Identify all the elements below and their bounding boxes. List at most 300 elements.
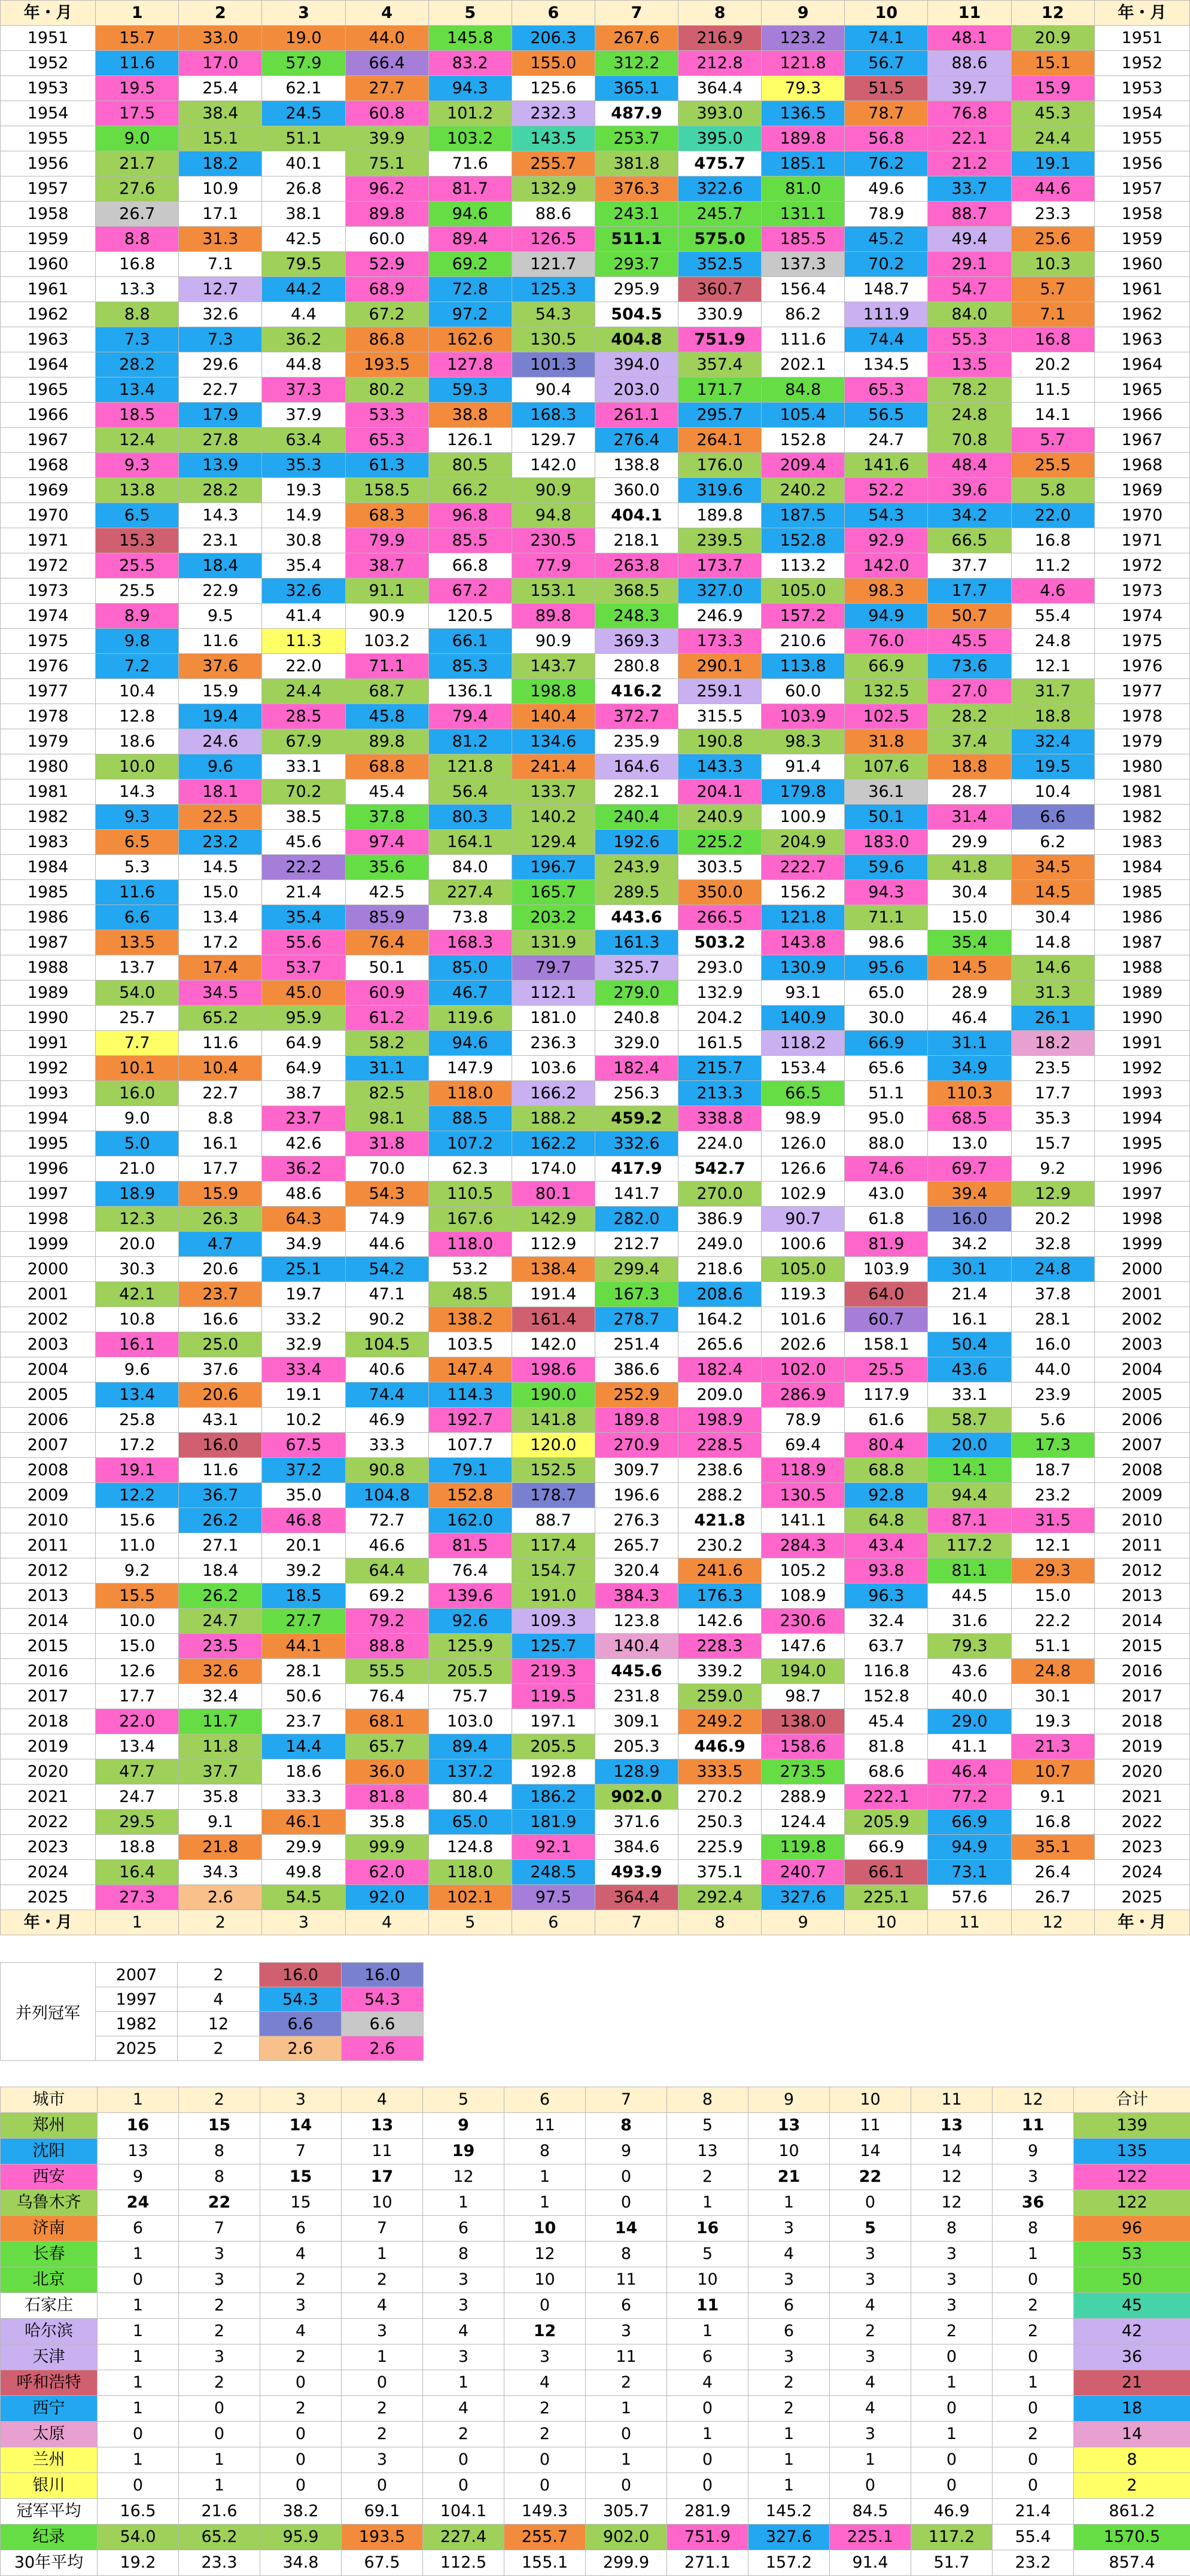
- value-cell[interactable]: 29.0: [928, 1709, 1011, 1734]
- value-cell[interactable]: 14.1: [928, 1458, 1011, 1483]
- summary-value[interactable]: 225.1: [830, 2525, 911, 2550]
- city-count[interactable]: 9: [993, 2139, 1074, 2164]
- value-cell[interactable]: 21.0: [96, 1156, 179, 1182]
- city-count[interactable]: 5: [830, 2216, 911, 2242]
- value-cell[interactable]: 5.7: [1011, 277, 1094, 302]
- summary-value[interactable]: 55.4: [993, 2525, 1074, 2550]
- value-cell[interactable]: 17.3: [1011, 1433, 1094, 1458]
- value-cell[interactable]: 29.9: [262, 1835, 345, 1860]
- value-cell[interactable]: 27.8: [179, 428, 262, 453]
- tie-year[interactable]: 2025: [96, 2036, 178, 2061]
- city-count[interactable]: 6: [98, 2216, 179, 2242]
- year-cell[interactable]: 2021: [1094, 1785, 1189, 1810]
- city-column-header[interactable]: 12: [993, 2087, 1074, 2113]
- value-cell[interactable]: 18.7: [1011, 1458, 1094, 1483]
- year-cell[interactable]: 2009: [1, 1483, 96, 1508]
- value-cell[interactable]: 167.3: [595, 1282, 678, 1307]
- value-cell[interactable]: 303.5: [678, 855, 762, 880]
- value-cell[interactable]: 5.8: [1011, 478, 1094, 503]
- city-count[interactable]: 0: [260, 2473, 342, 2499]
- value-cell[interactable]: 39.6: [928, 478, 1011, 503]
- value-cell[interactable]: 240.2: [762, 478, 845, 503]
- value-cell[interactable]: 78.7: [845, 101, 928, 126]
- value-cell[interactable]: 103.9: [845, 1257, 928, 1282]
- value-cell[interactable]: 102.0: [762, 1357, 845, 1383]
- year-cell[interactable]: 1993: [1, 1081, 96, 1106]
- value-cell[interactable]: 542.7: [678, 1156, 762, 1182]
- value-cell[interactable]: 61.6: [845, 1408, 928, 1433]
- value-cell[interactable]: 51.1: [1011, 1634, 1094, 1659]
- value-cell[interactable]: 80.1: [512, 1182, 595, 1207]
- value-cell[interactable]: 28.2: [179, 478, 262, 503]
- city-count[interactable]: 3: [748, 2344, 830, 2370]
- value-cell[interactable]: 206.3: [512, 26, 595, 51]
- city-count[interactable]: 2: [504, 2422, 586, 2447]
- value-cell[interactable]: 92.9: [845, 528, 928, 553]
- value-cell[interactable]: 105.0: [762, 1257, 845, 1282]
- value-cell[interactable]: 45.0: [262, 981, 345, 1006]
- value-cell[interactable]: 162.6: [428, 327, 512, 352]
- value-cell[interactable]: 54.3: [512, 302, 595, 327]
- city-count[interactable]: 1: [748, 2190, 830, 2216]
- value-cell[interactable]: 18.5: [262, 1584, 345, 1609]
- value-cell[interactable]: 102.9: [762, 1182, 845, 1207]
- value-cell[interactable]: 134.5: [845, 352, 928, 377]
- city-total[interactable]: 21: [1074, 2370, 1190, 2396]
- tie-value[interactable]: 6.6: [260, 2012, 342, 2036]
- value-cell[interactable]: 276.3: [595, 1508, 678, 1533]
- city-count[interactable]: 8: [586, 2242, 667, 2267]
- value-cell[interactable]: 54.5: [262, 1885, 345, 1910]
- value-cell[interactable]: 13.7: [96, 955, 179, 981]
- value-cell[interactable]: 189.8: [595, 1408, 678, 1433]
- city-count[interactable]: 5: [667, 2113, 748, 2139]
- city-column-header[interactable]: 城市: [1, 2087, 98, 2113]
- value-cell[interactable]: 246.9: [678, 604, 762, 629]
- value-cell[interactable]: 286.9: [762, 1383, 845, 1408]
- value-cell[interactable]: 6.5: [96, 503, 179, 528]
- value-cell[interactable]: 18.6: [96, 729, 179, 754]
- city-count[interactable]: 16: [98, 2113, 179, 2139]
- summary-value[interactable]: 67.5: [342, 2550, 423, 2576]
- city-count[interactable]: 10: [342, 2190, 423, 2216]
- value-cell[interactable]: 36.1: [845, 780, 928, 805]
- value-cell[interactable]: 33.1: [928, 1383, 1011, 1408]
- summary-value[interactable]: 54.0: [98, 2525, 179, 2550]
- value-cell[interactable]: 64.8: [845, 1508, 928, 1533]
- year-cell[interactable]: 2021: [1, 1785, 96, 1810]
- year-cell[interactable]: 1986: [1, 905, 96, 930]
- value-cell[interactable]: 475.7: [678, 151, 762, 176]
- city-count[interactable]: 9: [586, 2139, 667, 2164]
- value-cell[interactable]: 395.0: [678, 126, 762, 151]
- value-cell[interactable]: 84.8: [762, 377, 845, 403]
- value-cell[interactable]: 19.1: [96, 1458, 179, 1483]
- value-cell[interactable]: 88.6: [928, 51, 1011, 76]
- value-cell[interactable]: 327.0: [678, 578, 762, 604]
- month-header[interactable]: 3: [262, 1, 345, 26]
- year-cell[interactable]: 2024: [1094, 1860, 1189, 1885]
- city-total[interactable]: 45: [1074, 2293, 1190, 2319]
- value-cell[interactable]: 18.8: [1011, 704, 1094, 729]
- value-cell[interactable]: 16.1: [96, 1332, 179, 1357]
- year-cell[interactable]: 1968: [1, 453, 96, 478]
- value-cell[interactable]: 10.7: [1011, 1759, 1094, 1785]
- value-cell[interactable]: 55.6: [262, 930, 345, 955]
- value-cell[interactable]: 15.0: [96, 1634, 179, 1659]
- value-cell[interactable]: 9.0: [96, 1106, 179, 1131]
- value-cell[interactable]: 33.3: [262, 1785, 345, 1810]
- value-cell[interactable]: 94.9: [845, 604, 928, 629]
- value-cell[interactable]: 16.0: [928, 1207, 1011, 1232]
- summary-value[interactable]: 91.4: [830, 2550, 911, 2576]
- value-cell[interactable]: 98.9: [762, 1106, 845, 1131]
- summary-value[interactable]: 65.2: [179, 2525, 260, 2550]
- city-count[interactable]: 0: [911, 2396, 993, 2422]
- value-cell[interactable]: 16.8: [1011, 1810, 1094, 1835]
- city-count[interactable]: 3: [993, 2164, 1074, 2190]
- year-cell[interactable]: 1971: [1094, 528, 1189, 553]
- value-cell[interactable]: 35.4: [928, 930, 1011, 955]
- year-cell[interactable]: 1989: [1, 981, 96, 1006]
- value-cell[interactable]: 126.5: [512, 227, 595, 252]
- year-cell[interactable]: 1987: [1094, 930, 1189, 955]
- value-cell[interactable]: 94.6: [428, 1031, 512, 1056]
- value-cell[interactable]: 49.8: [262, 1860, 345, 1885]
- value-cell[interactable]: 10.3: [1011, 252, 1094, 277]
- year-cell[interactable]: 1969: [1094, 478, 1189, 503]
- value-cell[interactable]: 168.3: [512, 403, 595, 428]
- year-cell[interactable]: 2016: [1094, 1659, 1189, 1684]
- month-header[interactable]: 12: [1011, 1910, 1094, 1935]
- value-cell[interactable]: 68.8: [845, 1458, 928, 1483]
- value-cell[interactable]: 29.9: [928, 830, 1011, 855]
- value-cell[interactable]: 40.1: [262, 151, 345, 176]
- value-cell[interactable]: 76.2: [845, 151, 928, 176]
- value-cell[interactable]: 56.8: [845, 126, 928, 151]
- value-cell[interactable]: 10.0: [96, 754, 179, 780]
- year-cell[interactable]: 2015: [1, 1634, 96, 1659]
- city-count[interactable]: 3: [911, 2242, 993, 2267]
- value-cell[interactable]: 88.7: [512, 1508, 595, 1533]
- value-cell[interactable]: 99.9: [345, 1835, 428, 1860]
- value-cell[interactable]: 87.1: [928, 1508, 1011, 1533]
- city-count[interactable]: 4: [260, 2319, 342, 2344]
- value-cell[interactable]: 81.8: [845, 1734, 928, 1759]
- value-cell[interactable]: 9.8: [96, 629, 179, 654]
- year-cell[interactable]: 1992: [1, 1056, 96, 1081]
- value-cell[interactable]: 85.3: [428, 654, 512, 679]
- value-cell[interactable]: 71.1: [845, 905, 928, 930]
- value-cell[interactable]: 118.2: [762, 1031, 845, 1056]
- value-cell[interactable]: 42.6: [262, 1131, 345, 1156]
- value-cell[interactable]: 30.1: [1011, 1684, 1094, 1709]
- value-cell[interactable]: 138.2: [428, 1307, 512, 1332]
- city-count[interactable]: 2: [260, 2344, 342, 2370]
- value-cell[interactable]: 60.9: [345, 981, 428, 1006]
- value-cell[interactable]: 371.6: [595, 1810, 678, 1835]
- value-cell[interactable]: 11.6: [96, 880, 179, 905]
- city-count[interactable]: 14: [911, 2139, 993, 2164]
- city-count[interactable]: 0: [830, 2473, 911, 2499]
- value-cell[interactable]: 68.5: [928, 1106, 1011, 1131]
- city-count[interactable]: 9: [423, 2113, 504, 2139]
- value-cell[interactable]: 112.1: [512, 981, 595, 1006]
- month-header[interactable]: 7: [595, 1, 678, 26]
- city-count[interactable]: 0: [260, 2422, 342, 2447]
- city-count[interactable]: 3: [830, 2344, 911, 2370]
- summary-value[interactable]: 305.7: [586, 2499, 667, 2525]
- city-count[interactable]: 1: [98, 2447, 179, 2473]
- value-cell[interactable]: 44.0: [345, 26, 428, 51]
- city-count[interactable]: 14: [830, 2139, 911, 2164]
- value-cell[interactable]: 32.9: [262, 1332, 345, 1357]
- value-cell[interactable]: 23.5: [179, 1634, 262, 1659]
- city-count[interactable]: 0: [98, 2267, 179, 2293]
- value-cell[interactable]: 228.5: [678, 1433, 762, 1458]
- value-cell[interactable]: 105.2: [762, 1558, 845, 1584]
- value-cell[interactable]: 7.3: [179, 327, 262, 352]
- value-cell[interactable]: 36.7: [179, 1483, 262, 1508]
- city-count[interactable]: 0: [993, 2344, 1074, 2370]
- value-cell[interactable]: 76.4: [428, 1558, 512, 1584]
- value-cell[interactable]: 80.3: [428, 805, 512, 830]
- value-cell[interactable]: 350.0: [678, 880, 762, 905]
- value-cell[interactable]: 34.5: [179, 981, 262, 1006]
- value-cell[interactable]: 25.5: [845, 1357, 928, 1383]
- value-cell[interactable]: 46.4: [928, 1759, 1011, 1785]
- value-cell[interactable]: 249.0: [678, 1232, 762, 1257]
- city-count[interactable]: 1: [748, 2473, 830, 2499]
- value-cell[interactable]: 261.1: [595, 403, 678, 428]
- value-cell[interactable]: 10.4: [179, 1056, 262, 1081]
- value-cell[interactable]: 68.1: [345, 1709, 428, 1734]
- value-cell[interactable]: 41.1: [928, 1734, 1011, 1759]
- value-cell[interactable]: 64.9: [262, 1056, 345, 1081]
- value-cell[interactable]: 95.0: [845, 1106, 928, 1131]
- value-cell[interactable]: 22.7: [179, 1081, 262, 1106]
- value-cell[interactable]: 46.4: [928, 1006, 1011, 1031]
- value-cell[interactable]: 142.0: [512, 1332, 595, 1357]
- value-cell[interactable]: 17.7: [1011, 1081, 1094, 1106]
- city-count[interactable]: 12: [911, 2190, 993, 2216]
- city-count[interactable]: 7: [342, 2216, 423, 2242]
- value-cell[interactable]: 14.5: [1011, 880, 1094, 905]
- city-count[interactable]: 1: [179, 2473, 260, 2499]
- year-cell[interactable]: 1996: [1, 1156, 96, 1182]
- value-cell[interactable]: 270.2: [678, 1785, 762, 1810]
- value-cell[interactable]: 24.6: [179, 729, 262, 754]
- value-cell[interactable]: 293.7: [595, 252, 678, 277]
- value-cell[interactable]: 143.5: [512, 126, 595, 151]
- value-cell[interactable]: 186.2: [512, 1785, 595, 1810]
- value-cell[interactable]: 141.8: [512, 1408, 595, 1433]
- month-header[interactable]: 5: [428, 1910, 512, 1935]
- value-cell[interactable]: 60.0: [762, 679, 845, 704]
- value-cell[interactable]: 81.0: [762, 176, 845, 202]
- value-cell[interactable]: 77.2: [928, 1785, 1011, 1810]
- value-cell[interactable]: 251.4: [595, 1332, 678, 1357]
- value-cell[interactable]: 86.2: [762, 302, 845, 327]
- value-cell[interactable]: 15.6: [96, 1508, 179, 1533]
- value-cell[interactable]: 130.5: [512, 327, 595, 352]
- value-cell[interactable]: 46.6: [345, 1533, 428, 1558]
- year-cell[interactable]: 1998: [1, 1207, 96, 1232]
- city-name[interactable]: 石家庄: [1, 2293, 98, 2319]
- value-cell[interactable]: 125.6: [512, 76, 595, 101]
- value-cell[interactable]: 265.7: [595, 1533, 678, 1558]
- value-cell[interactable]: 243.9: [595, 855, 678, 880]
- year-cell[interactable]: 1983: [1, 830, 96, 855]
- value-cell[interactable]: 165.7: [512, 880, 595, 905]
- year-cell[interactable]: 2017: [1, 1684, 96, 1709]
- city-count[interactable]: 21: [748, 2164, 830, 2190]
- summary-value[interactable]: 19.2: [98, 2550, 179, 2576]
- city-total[interactable]: 18: [1074, 2396, 1190, 2422]
- value-cell[interactable]: 125.9: [428, 1634, 512, 1659]
- value-cell[interactable]: 81.8: [345, 1785, 428, 1810]
- value-cell[interactable]: 250.3: [678, 1810, 762, 1835]
- year-cell[interactable]: 2005: [1094, 1383, 1189, 1408]
- value-cell[interactable]: 289.5: [595, 880, 678, 905]
- value-cell[interactable]: 37.3: [262, 377, 345, 403]
- value-cell[interactable]: 67.2: [345, 302, 428, 327]
- value-cell[interactable]: 46.9: [345, 1408, 428, 1433]
- value-cell[interactable]: 189.8: [678, 503, 762, 528]
- value-cell[interactable]: 76.4: [345, 1684, 428, 1709]
- city-count[interactable]: 4: [830, 2396, 911, 2422]
- value-cell[interactable]: 57.6: [928, 1885, 1011, 1910]
- year-cell[interactable]: 1958: [1, 202, 96, 227]
- city-count[interactable]: 3: [260, 2293, 342, 2319]
- value-cell[interactable]: 88.8: [345, 1634, 428, 1659]
- value-cell[interactable]: 47.7: [96, 1759, 179, 1785]
- month-header[interactable]: 12: [1011, 1, 1094, 26]
- value-cell[interactable]: 20.6: [179, 1257, 262, 1282]
- summary-value[interactable]: 281.9: [667, 2499, 748, 2525]
- value-cell[interactable]: 15.7: [1011, 1131, 1094, 1156]
- value-cell[interactable]: 245.7: [678, 202, 762, 227]
- year-cell[interactable]: 1982: [1094, 805, 1189, 830]
- value-cell[interactable]: 20.2: [1011, 352, 1094, 377]
- city-count[interactable]: 12: [504, 2319, 586, 2344]
- value-cell[interactable]: 27.0: [928, 679, 1011, 704]
- city-count[interactable]: 0: [586, 2164, 667, 2190]
- value-cell[interactable]: 156.2: [762, 880, 845, 905]
- value-cell[interactable]: 38.1: [262, 202, 345, 227]
- value-cell[interactable]: 43.1: [179, 1408, 262, 1433]
- value-cell[interactable]: 60.8: [345, 101, 428, 126]
- value-cell[interactable]: 37.2: [262, 1458, 345, 1483]
- city-count[interactable]: 3: [830, 2422, 911, 2447]
- value-cell[interactable]: 102.1: [428, 1885, 512, 1910]
- value-cell[interactable]: 124.8: [428, 1835, 512, 1860]
- value-cell[interactable]: 21.3: [1011, 1734, 1094, 1759]
- value-cell[interactable]: 295.9: [595, 277, 678, 302]
- value-cell[interactable]: 204.2: [678, 1006, 762, 1031]
- value-cell[interactable]: 138.4: [512, 1257, 595, 1282]
- value-cell[interactable]: 210.6: [762, 629, 845, 654]
- value-cell[interactable]: 575.0: [678, 227, 762, 252]
- value-cell[interactable]: 9.6: [179, 754, 262, 780]
- value-cell[interactable]: 110.3: [928, 1081, 1011, 1106]
- city-column-header[interactable]: 2: [179, 2087, 260, 2113]
- value-cell[interactable]: 34.9: [928, 1056, 1011, 1081]
- value-cell[interactable]: 35.4: [262, 553, 345, 578]
- city-count[interactable]: 2: [504, 2396, 586, 2422]
- city-count[interactable]: 3: [423, 2267, 504, 2293]
- value-cell[interactable]: 276.4: [595, 428, 678, 453]
- value-cell[interactable]: 45.2: [845, 227, 928, 252]
- value-cell[interactable]: 263.8: [595, 553, 678, 578]
- value-cell[interactable]: 37.9: [262, 403, 345, 428]
- city-count[interactable]: 0: [504, 2473, 586, 2499]
- value-cell[interactable]: 134.6: [512, 729, 595, 754]
- value-cell[interactable]: 293.0: [678, 955, 762, 981]
- value-cell[interactable]: 18.4: [179, 1558, 262, 1584]
- value-cell[interactable]: 28.7: [928, 780, 1011, 805]
- value-cell[interactable]: 90.9: [345, 604, 428, 629]
- city-count[interactable]: 12: [911, 2164, 993, 2190]
- year-cell[interactable]: 1981: [1094, 780, 1189, 805]
- value-cell[interactable]: 121.8: [428, 754, 512, 780]
- value-cell[interactable]: 147.4: [428, 1357, 512, 1383]
- value-cell[interactable]: 64.9: [262, 1031, 345, 1056]
- value-cell[interactable]: 82.5: [345, 1081, 428, 1106]
- value-cell[interactable]: 404.1: [595, 503, 678, 528]
- value-cell[interactable]: 6.2: [1011, 830, 1094, 855]
- value-cell[interactable]: 13.9: [179, 453, 262, 478]
- value-cell[interactable]: 27.1: [179, 1533, 262, 1558]
- tie-value[interactable]: 54.3: [260, 1987, 342, 2012]
- value-cell[interactable]: 46.8: [262, 1508, 345, 1533]
- value-cell[interactable]: 19.3: [262, 478, 345, 503]
- value-cell[interactable]: 31.3: [179, 227, 262, 252]
- value-cell[interactable]: 86.8: [345, 327, 428, 352]
- summary-value[interactable]: 51.7: [911, 2550, 993, 2576]
- city-count[interactable]: 15: [260, 2190, 342, 2216]
- value-cell[interactable]: 13.3: [96, 277, 179, 302]
- value-cell[interactable]: 18.6: [262, 1759, 345, 1785]
- value-cell[interactable]: 48.1: [928, 26, 1011, 51]
- value-cell[interactable]: 15.5: [96, 1584, 179, 1609]
- city-count[interactable]: 1: [179, 2447, 260, 2473]
- value-cell[interactable]: 89.4: [428, 227, 512, 252]
- value-cell[interactable]: 225.1: [845, 1885, 928, 1910]
- value-cell[interactable]: 59.3: [428, 377, 512, 403]
- year-cell[interactable]: 2014: [1094, 1609, 1189, 1634]
- value-cell[interactable]: 111.9: [845, 302, 928, 327]
- value-cell[interactable]: 26.7: [1011, 1885, 1094, 1910]
- value-cell[interactable]: 322.6: [678, 176, 762, 202]
- value-cell[interactable]: 44.6: [1011, 176, 1094, 202]
- value-cell[interactable]: 12.3: [96, 1207, 179, 1232]
- value-cell[interactable]: 10.8: [96, 1307, 179, 1332]
- value-cell[interactable]: 360.7: [678, 277, 762, 302]
- value-cell[interactable]: 24.8: [1011, 629, 1094, 654]
- value-cell[interactable]: 80.4: [845, 1433, 928, 1458]
- value-cell[interactable]: 62.3: [428, 1156, 512, 1182]
- value-cell[interactable]: 22.7: [179, 377, 262, 403]
- year-cell[interactable]: 1963: [1, 327, 96, 352]
- value-cell[interactable]: 9.0: [96, 126, 179, 151]
- value-cell[interactable]: 19.1: [262, 1383, 345, 1408]
- city-count[interactable]: 12: [504, 2242, 586, 2267]
- value-cell[interactable]: 38.5: [262, 805, 345, 830]
- value-cell[interactable]: 142.0: [845, 553, 928, 578]
- value-cell[interactable]: 319.6: [678, 478, 762, 503]
- city-count[interactable]: 11: [830, 2113, 911, 2139]
